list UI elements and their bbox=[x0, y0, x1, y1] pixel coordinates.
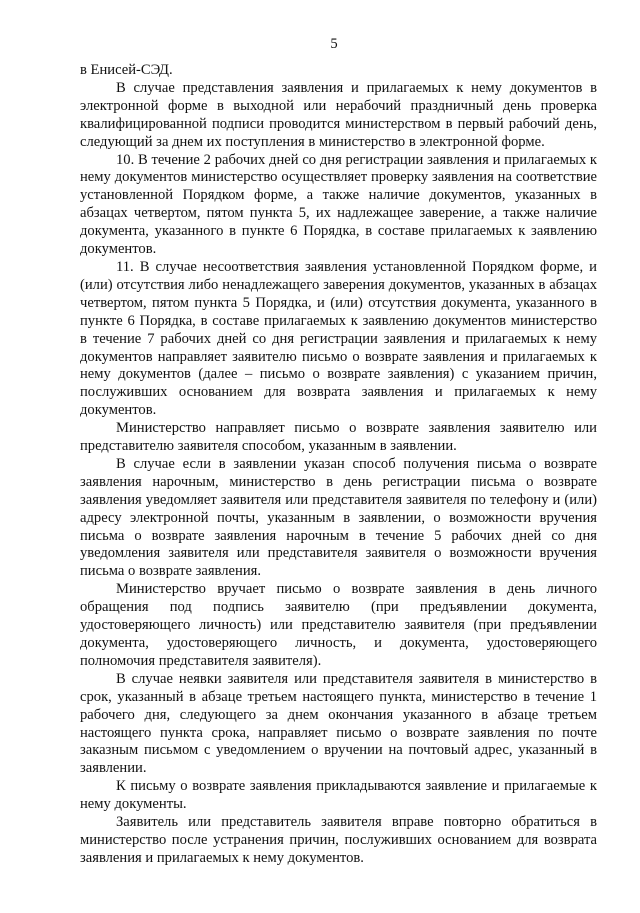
paragraph-personal-handover: Министерство вручает письмо о возврате заявления в день личного обращения под подпись заявителю (при предъявлении документа, удостоверяющего личность) или представителю заявителя (при предъявлении документа, удостоверяющего личность, и документа, удостоверяющего полномочия представителя заявителя). bbox=[80, 581, 597, 669]
paragraph-weekend-verification: В случае представления заявления и прилагаемых к нему документов в электронной форме в выходной или нерабочий праздничный день проверка квалифицированной подписи проводится министерством в первый рабочий день, следующий за днем их поступления в министерство в электронной форме. bbox=[80, 79, 597, 150]
paragraph-item-11: 11. В случае несоответствия заявления установленной Порядком форме, и (или) отсутствия либо ненадлежащего заверения документов, указанных в абзацах четвертом, пятом пункта 5 Порядка, и (или) отсутствия документа, указанного в пункте 6 Порядка, в составе прилагаемых к заявлению документов министерство в течение 7 рабочих дней со дня регистрации заявления и прилагаемых к нему документов направляет заявителю письмо о возврате заявления и прилагаемых к нему документов (далее – письмо о возврате заявления) с указанием причин, послуживших основанием для возврата заявления и прилагаемых к нему документов. bbox=[80, 258, 597, 419]
paragraph-reapply: Заявитель или представитель заявителя вправе повторно обратиться в министерство после устранения причин, послуживших основанием для возврата заявления и прилагаемых к нему документов. bbox=[80, 814, 597, 866]
paragraph-return-letter-sending: Министерство направляет письмо о возврате заявления заявителю или представителю заявителя способом, указанным в заявлении. bbox=[80, 420, 597, 455]
paragraph-no-show: В случае неявки заявителя или представителя заявителя в министерство в срок, указанный в абзаце третьем настоящего пункта, министерство в течение 1 рабочего дня, следующего за днем окончания указанного в абзаце третьем настоящего пункта срока, направляет письмо о возврате заявления по почте заказным письмом с уведомлением о вручении на почтовый адрес, указанный в заявлении. bbox=[80, 670, 597, 777]
page-number: 5 bbox=[330, 36, 338, 52]
paragraph-continuation: в Енисей-СЭД. bbox=[80, 62, 173, 78]
paragraph-item-10: 10. В течение 2 рабочих дней со дня регистрации заявления и прилагаемых к нему документов министерство осуществляет проверку заявления на соответствие установленной Порядком форме, а также наличие документов, указанных в абзацах четвертом, пятом пункта 5, их надлежащее заверение, а также наличие документа, указанного в пункте 6 Порядка, в составе прилагаемых к заявлению документов. bbox=[80, 151, 597, 258]
document-body bbox=[80, 62, 597, 868]
paragraph-attachments: К письму о возврате заявления прикладываются заявление и прилагаемые к нему документы. bbox=[80, 778, 597, 813]
paragraph-courier-delivery: В случае если в заявлении указан способ получения письма о возврате заявления нарочным, министерство в день регистрации письма о возврате заявления уведомляет заявителя или представителя заявителя по телефону и (или) адресу электронной почты, указанным в заявлении, о возможности вручения письма о возврате заявления нарочным в течение 5 рабочих дней со дня уведомления заявителя или представителя заявителя о возможности вручения письма о возврате заявления. bbox=[80, 455, 597, 580]
